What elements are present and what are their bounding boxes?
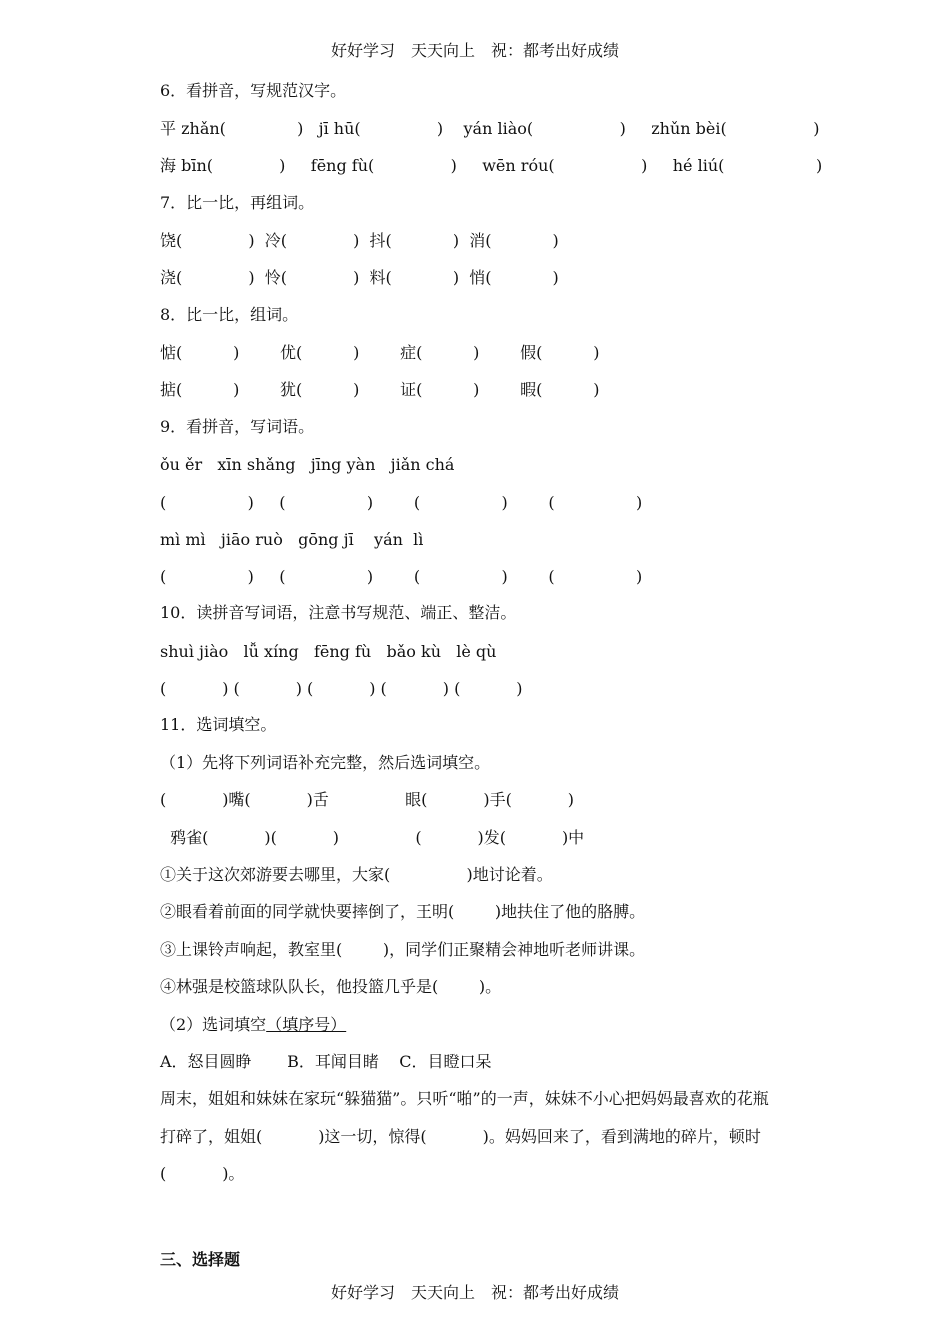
q8-row-1: 惦( ) 优( ) 症( ) 假( ) — [160, 343, 600, 362]
q10-pinyin: shuì jiào lǚ xíng fēng fù bǎo kù lè qù — [160, 642, 497, 661]
q11-idiom-row-1: ( )嘴( )舌 眼( )手( ) — [160, 790, 575, 809]
q6-title: 6．看拼音，写规范汉字。 — [160, 81, 347, 100]
q11-options: A．怒目圆睁 B．耳闻目睹 C．目瞪口呆 — [160, 1052, 492, 1071]
q11-sentence-2: ②眼看着前面的同学就快要摔倒了，王明( )地扶住了他的胳膊。 — [160, 902, 646, 921]
q11-passage-line-1: 周末，姐姐和妹妹在家玩“躲猫猫”。只听“啪”的一声，妹妹不小心把妈妈最喜欢的花瓶 — [160, 1089, 769, 1108]
q11-sub-2 — [160, 1015, 346, 1035]
q7-row-1: 饶( ) 冷( ) 抖( ) 消( ) — [160, 231, 559, 250]
section-3-heading: 三、选择题 — [160, 1250, 241, 1269]
q9-blanks-2: ( ) ( ) ( ) ( ) — [160, 567, 643, 586]
q11-sentence-1: ①关于这次郊游要去哪里，大家( )地讨论着。 — [160, 865, 553, 884]
q11-passage-line-3: ( )。 — [160, 1164, 245, 1183]
page-footer: 好好学习 天天向上 祝：都考出好成绩 — [330, 1283, 619, 1302]
q11-sentence-3: ③上课铃声响起，教室里( )，同学们正聚精会神地听老师讲课。 — [160, 940, 646, 959]
q8-row-2: 掂( ) 犹( ) 证( ) 暇( ) — [160, 380, 600, 399]
q9-title: 9．看拼音，写词语。 — [160, 417, 315, 436]
q10-blanks: ( ) ( ) ( ) ( ) ( ) — [160, 679, 523, 698]
q9-pinyin-1: ǒu ěr xīn shǎng jīng yàn jiǎn chá — [160, 455, 455, 474]
q7-row-2: 浇( ) 怜( ) 料( ) 悄( ) — [160, 268, 559, 287]
q10-title: 10．读拼音写词语，注意书写规范、端正、整洁。 — [160, 603, 517, 622]
q11-sentence-4: ④林强是校篮球队队长，他投篮几乎是( )。 — [160, 977, 502, 996]
q11-sub-2-note: （填序号） — [266, 1015, 347, 1034]
q9-blanks-1: ( ) ( ) ( ) ( ) — [160, 493, 643, 512]
q9-pinyin-2: mì mì jiāo ruò gōng jī yán lì — [160, 530, 424, 549]
q8-title: 8．比一比，组词。 — [160, 305, 299, 324]
q7-title: 7．比一比，再组词。 — [160, 193, 315, 212]
q6-row-2: 海 bīn( ) fēng fù( ) wēn róu( ) hé liú( ) — [160, 156, 823, 175]
q6-row-1: 平 zhǎn( ) jī hū( ) yán liào( ) zhǔn bèi( ) — [160, 119, 820, 138]
q11-sub-2-label: （2）选词填空 — [160, 1015, 267, 1034]
page-header: 好好学习 天天向上 祝：都考出好成绩 — [330, 41, 619, 60]
q11-idiom-row-2: 鸦雀( )( ) ( )发( )中 — [160, 828, 585, 847]
q11-sub-1: （1）先将下列词语补充完整，然后选词填空。 — [160, 753, 491, 772]
q11-title: 11．选词填空。 — [160, 715, 277, 734]
q11-passage-line-2: 打碎了，姐姐( )这一切，惊得( )。妈妈回来了，看到满地的碎片，顿时 — [160, 1127, 761, 1146]
